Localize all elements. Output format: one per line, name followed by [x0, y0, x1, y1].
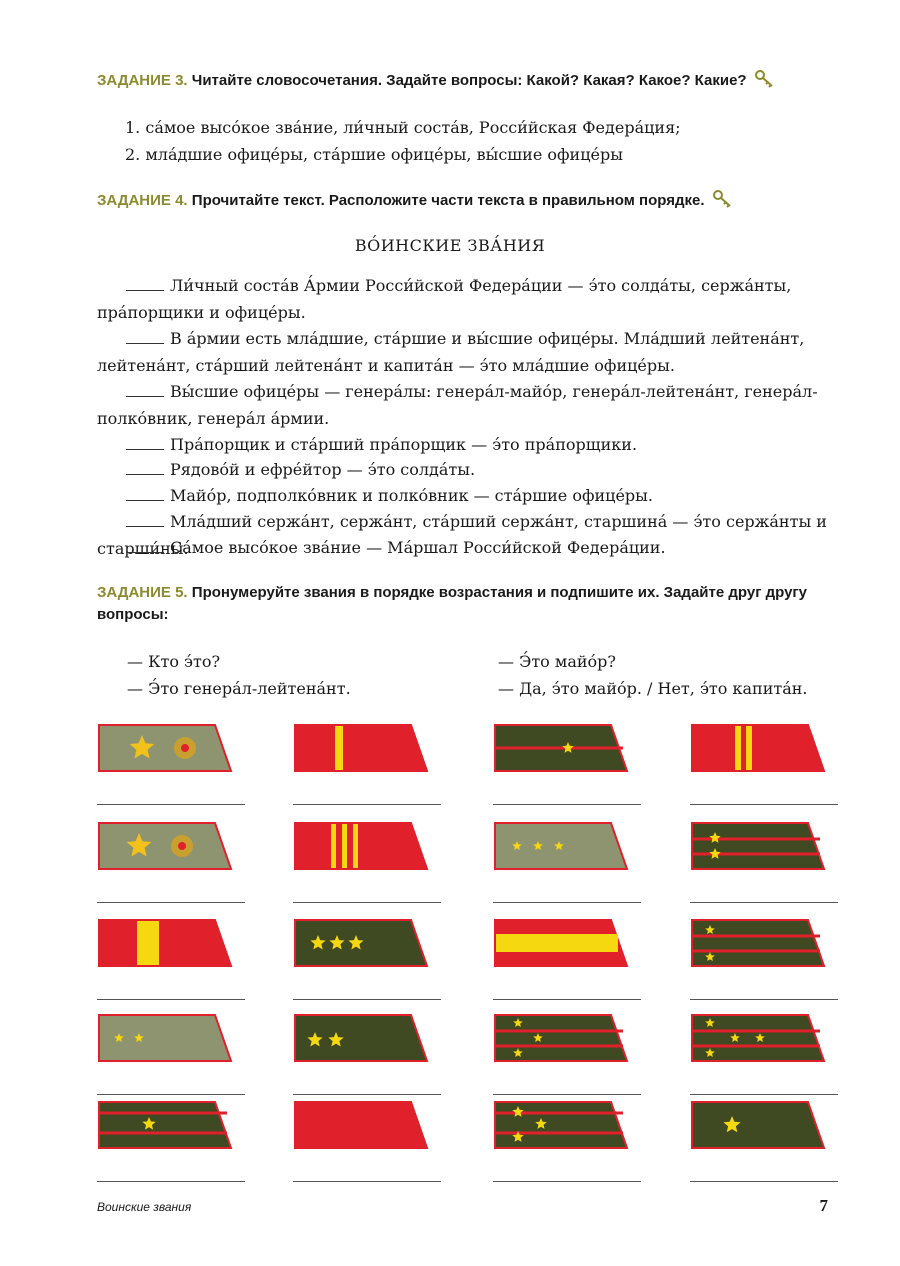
fill-blank[interactable]	[126, 329, 164, 344]
answer-line[interactable]	[690, 804, 838, 805]
dialog-line: — Да, э́то майо́р. / Нет, э́то капита́н.	[498, 679, 808, 698]
answer-line[interactable]	[97, 1094, 245, 1095]
key-icon	[713, 190, 733, 208]
shoulder-board-image	[690, 723, 826, 773]
list-item: 1. са́мое высо́кое зва́ние, ли́чный соста́в, Росси́йская Федера́ция;	[125, 118, 681, 137]
insignia-lieutenant-colonel	[690, 918, 838, 1008]
insignia-captain-star	[690, 1100, 838, 1190]
task-number: ЗАДАНИЕ 5.	[97, 584, 188, 601]
shoulder-board-image	[97, 1100, 233, 1150]
fill-blank[interactable]	[126, 435, 164, 450]
fill-blank[interactable]	[126, 460, 164, 475]
text-title: ВО́ИНСКИЕ ЗВА́НИЯ	[354, 236, 546, 255]
insignia-starshina	[493, 918, 641, 1008]
answer-line[interactable]	[493, 804, 641, 805]
answer-line[interactable]	[97, 804, 245, 805]
paragraph: Рядово́й и ефре́йтор — э́то солда́ты.	[97, 456, 830, 483]
dialog-line: — Кто э́то?	[127, 652, 221, 671]
insignia-ensign-3-small-stars	[493, 821, 641, 911]
answer-line[interactable]	[97, 999, 245, 1000]
insignia-junior-sergeant-1-wide	[97, 918, 245, 1008]
dialog-right	[498, 648, 808, 702]
answer-line[interactable]	[690, 999, 838, 1000]
paragraph: В а́рмии есть мла́дшие, ста́ршие и вы́сшие офице́ры. Мла́дший лейтена́нт, лейтена́нт, ста́рший лейтена́нт и капита́н — э́то мла́дшие офице́ры.	[97, 329, 805, 375]
insignia-lieutenant	[97, 1013, 245, 1103]
list-item: 2. мла́дшие офице́ры, ста́ршие офице́ры, вы́сшие офице́ры	[125, 145, 623, 164]
answer-line[interactable]	[493, 1094, 641, 1095]
answer-line[interactable]	[690, 1094, 838, 1095]
dialog-line: — Э́то майо́р?	[498, 652, 616, 671]
task-5-heading	[97, 582, 830, 626]
insignia-general-lieutenant	[97, 723, 245, 813]
shoulder-board-image	[293, 1013, 429, 1063]
shoulder-board-image	[293, 918, 429, 968]
insignia-colonel	[690, 821, 838, 911]
task-3-list	[125, 114, 681, 168]
footer-section: Воинские звания	[97, 1200, 192, 1214]
insignia-private	[293, 1100, 441, 1190]
key-icon	[755, 70, 775, 88]
answer-line[interactable]	[293, 1094, 441, 1095]
shoulder-board-image	[97, 723, 233, 773]
shoulder-board-image	[493, 1100, 629, 1150]
insignia-senior-lieutenant-variant	[493, 723, 641, 813]
shoulder-board-image	[493, 1013, 629, 1063]
paragraph: Вы́сшие офице́ры — генера́лы: генера́л-майо́р, генера́л-лейтена́нт, генера́л-полко́вник, генера́л а́рмии.	[97, 382, 818, 428]
insignia-sergeant-2-stripes	[690, 723, 838, 813]
shoulder-board-image	[690, 1013, 826, 1063]
paragraph: Ли́чный соста́в А́рмии Росси́йской Федера́ции — э́то солда́ты, сержа́нты, пра́порщики и офице́ры.	[97, 276, 792, 322]
answer-line[interactable]	[293, 1181, 441, 1182]
shoulder-board-image	[97, 821, 233, 871]
insignia-senior-sergeant-3-stripes	[293, 821, 441, 911]
shoulder-board-image	[493, 821, 629, 871]
task-instruction: Прочитайте текст. Расположите части текста в правильном порядке.	[191, 192, 705, 209]
answer-line[interactable]	[493, 999, 641, 1000]
shoulder-board-image	[293, 1100, 429, 1150]
answer-line[interactable]	[493, 902, 641, 903]
page-number: 7	[819, 1196, 828, 1215]
fill-blank[interactable]	[126, 382, 164, 397]
answer-line[interactable]	[690, 902, 838, 903]
answer-line[interactable]	[690, 1181, 838, 1182]
answer-line[interactable]	[293, 999, 441, 1000]
task-number: ЗАДАНИЕ 4.	[97, 192, 188, 209]
insignia-major-2-stars	[293, 1013, 441, 1103]
dialog-left	[127, 648, 351, 702]
task-3-heading	[97, 70, 830, 92]
answer-line[interactable]	[493, 1181, 641, 1182]
shoulder-board-image	[293, 821, 429, 871]
task-instruction: Пронумеруйте звания в порядке возрастания и подпишите их. Задайте друг другу вопросы:	[97, 584, 808, 623]
shoulder-board-image	[690, 918, 826, 968]
answer-line[interactable]	[293, 804, 441, 805]
shoulder-board-image	[293, 723, 429, 773]
answer-line[interactable]	[97, 1181, 245, 1182]
insignia-private-first-class-stripe-1	[293, 723, 441, 813]
task-4-heading	[97, 190, 830, 212]
shoulder-board-image	[97, 918, 233, 968]
insignia-colonel-3	[690, 1013, 838, 1103]
fill-blank[interactable]	[126, 512, 164, 527]
shoulder-board-image	[97, 1013, 233, 1063]
task-number: ЗАДАНИЕ 3.	[97, 72, 188, 89]
shoulder-board-image	[493, 918, 629, 968]
paragraph: Са́мое высо́кое зва́ние — Ма́ршал Росси́йской Федера́ции.	[97, 534, 830, 561]
task-instruction: Читайте словосочетания. Задайте вопросы: Какой? Какая? Какое? Какие?	[191, 72, 747, 89]
paragraph: Майо́р, подполко́вник и полко́вник — ста́ршие офице́ры.	[97, 482, 830, 509]
answer-line[interactable]	[97, 902, 245, 903]
dialog-line: — Э́то генера́л-лейтена́нт.	[127, 679, 351, 698]
paragraph: Пра́порщик и ста́рший пра́порщик — э́то пра́порщики.	[97, 431, 830, 458]
fill-blank[interactable]	[126, 276, 164, 291]
insignia-senior-lieutenant	[293, 918, 441, 1008]
fill-blank[interactable]	[126, 486, 164, 501]
shoulder-board-image	[690, 1100, 826, 1150]
paragraph: Мла́дший сержа́нт, сержа́нт, ста́рший сержа́нт, старшина́ — э́то сержа́нты и старши́ны.	[97, 512, 827, 558]
fill-blank[interactable]	[126, 538, 164, 553]
answer-line[interactable]	[293, 902, 441, 903]
shoulder-board-image	[690, 821, 826, 871]
insignia-lieutenant-colonel-2	[493, 1013, 641, 1103]
shoulder-board-image	[493, 723, 629, 773]
insignia-major	[97, 1100, 245, 1190]
insignia-general-colonel	[97, 821, 245, 911]
insignia-colonel-alt	[493, 1100, 641, 1190]
